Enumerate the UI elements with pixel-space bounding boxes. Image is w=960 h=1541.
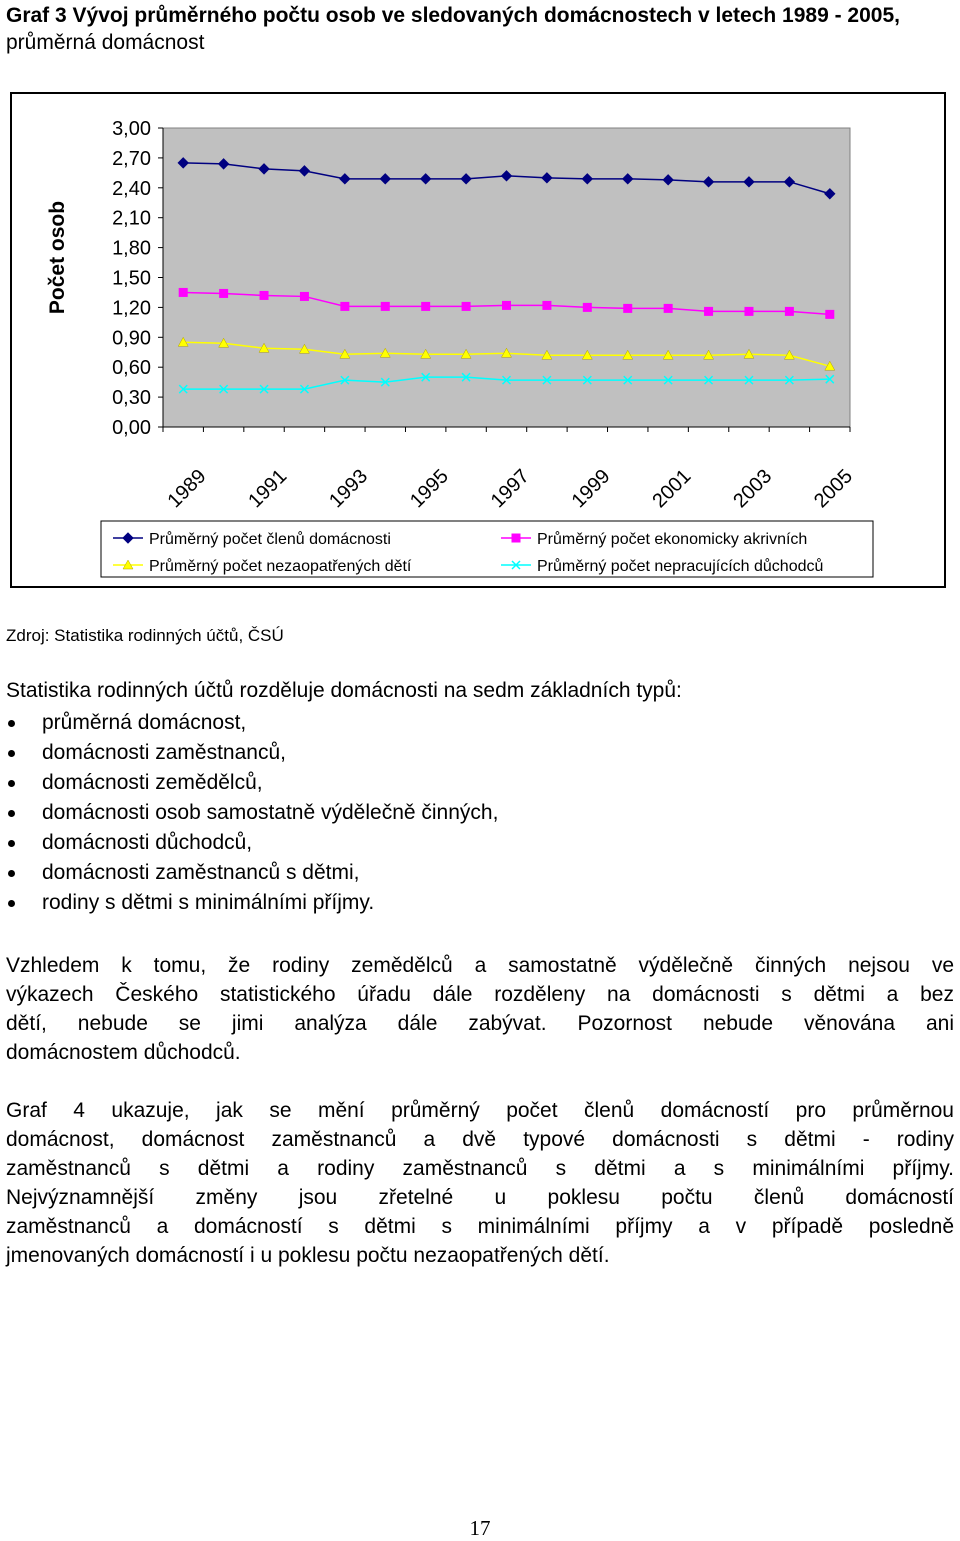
data-point <box>503 301 511 309</box>
x-tick-label: 1991 <box>244 465 292 513</box>
paragraph-line: Vzhledem k tomu, že rodiny zemědělců a samostatně výdělečně činných nejsou ve <box>6 954 954 977</box>
y-tick-label: 1,50 <box>112 267 151 290</box>
y-tick-label: 0,00 <box>112 417 151 439</box>
y-axis-label: Počet osob <box>46 200 69 315</box>
page-number: 17 <box>469 1516 491 1540</box>
line-chart <box>12 94 944 586</box>
legend-item <box>501 557 823 575</box>
source-note: Zdroj: Statistika rodinných účtů, ČSÚ <box>6 626 284 645</box>
legend-label: Průměrný počet nepracujících důchodců <box>537 558 824 575</box>
data-point <box>745 307 753 315</box>
chart-frame <box>10 92 946 588</box>
chart-title-bold: Graf 3 Vývoj průměrného počtu osob ve sledovaných domácnostech v letech 1989 - 2005, <box>6 4 900 27</box>
list-item: průměrná domácnost, <box>0 708 498 738</box>
data-point <box>543 301 551 309</box>
legend-label: Průměrný počet ekonomicky akrivních <box>537 531 808 548</box>
data-point <box>179 288 187 296</box>
data-point <box>583 303 591 311</box>
legend-label: Průměrný počet nezaopatřených dětí <box>149 558 412 575</box>
paragraph-line: výkazech Českého statistického úřadu dále rozděleny na domácnosti s dětmi a bez <box>6 983 954 1006</box>
data-point <box>785 307 793 315</box>
y-tick-label: 3,00 <box>112 118 151 140</box>
data-point <box>260 291 268 299</box>
y-tick-label: 1,80 <box>112 237 151 260</box>
list-item: domácnosti zemědělců, <box>0 768 498 798</box>
paragraph-line: jmenovaných domácností i u poklesu počtu nezaopatřených dětí. <box>6 1244 610 1267</box>
y-tick-label: 0,60 <box>112 357 151 380</box>
paragraph-line: Nejvýznamnější změny jsou zřetelné u poklesu počtu členů domácností <box>6 1186 954 1209</box>
x-tick-label: 1997 <box>486 465 534 513</box>
y-tick-label: 2,40 <box>112 177 151 200</box>
paragraph-line: zaměstnanců a domácností s dětmi s minimálními příjmy a v případě posledně <box>6 1215 954 1238</box>
paragraph-line: domácnostem důchodců. <box>6 1041 241 1064</box>
x-tick-label: 2001 <box>648 465 696 513</box>
list-item: domácnosti osob samostatně výdělečně činných, <box>0 798 498 828</box>
y-tick-label: 0,90 <box>112 327 151 350</box>
paragraph-line: domácnost, domácnost zaměstnanců a dvě typové domácnosti s dětmi - rodiny <box>6 1128 954 1151</box>
y-tick-label: 0,30 <box>112 387 151 410</box>
list-item: rodiny s dětmi s minimálními příjmy. <box>0 888 498 918</box>
household-types-list <box>0 708 498 918</box>
x-tick-label: 1989 <box>163 465 211 513</box>
paragraph-line: dětí, nebude se jimi analýza dále zabývat. Pozornost nebude věnována ani <box>6 1012 954 1035</box>
data-point <box>462 302 470 310</box>
y-tick-label: 2,10 <box>112 207 151 230</box>
paragraph-line: zaměstnanců s dětmi a rodiny zaměstnanců s dětmi a s minimálními příjmy. <box>6 1157 954 1180</box>
chart-title-rest: průměrná domácnost <box>6 31 205 54</box>
x-tick-label: 2005 <box>810 465 858 513</box>
paragraph-line: Graf 4 ukazuje, jak se mění průměrný počet členů domácností pro průměrnou <box>6 1099 954 1122</box>
data-point <box>341 302 349 310</box>
paragraph-2 <box>6 1096 954 1270</box>
x-tick-label: 1993 <box>325 465 373 513</box>
list-item: domácnosti zaměstnanců s dětmi, <box>0 858 498 888</box>
data-point <box>624 304 632 312</box>
x-tick-label: 2003 <box>729 465 777 513</box>
chart-title <box>6 2 956 56</box>
data-point <box>826 310 834 318</box>
y-tick-label: 1,20 <box>112 297 151 320</box>
x-tick-label: 1995 <box>405 465 453 513</box>
list-item: domácnosti zaměstnanců, <box>0 738 498 768</box>
legend-label: Průměrný počet členů domácnosti <box>149 531 391 548</box>
data-point <box>300 292 308 300</box>
legend-marker <box>512 534 520 542</box>
list-item: domácnosti důchodců, <box>0 828 498 858</box>
legend <box>101 521 873 577</box>
data-point <box>220 289 228 297</box>
data-point <box>381 302 389 310</box>
legend-item <box>501 530 807 548</box>
data-point <box>422 302 430 310</box>
data-point <box>705 307 713 315</box>
legend-item <box>113 530 391 548</box>
legend-item <box>113 557 412 575</box>
y-tick-label: 2,70 <box>112 147 151 170</box>
x-tick-label: 1999 <box>567 465 615 513</box>
intro-text: Statistika rodinných účtů rozděluje domácnosti na sedm základních typů: <box>6 679 682 702</box>
data-point <box>664 304 672 312</box>
paragraph-1 <box>6 951 954 1067</box>
